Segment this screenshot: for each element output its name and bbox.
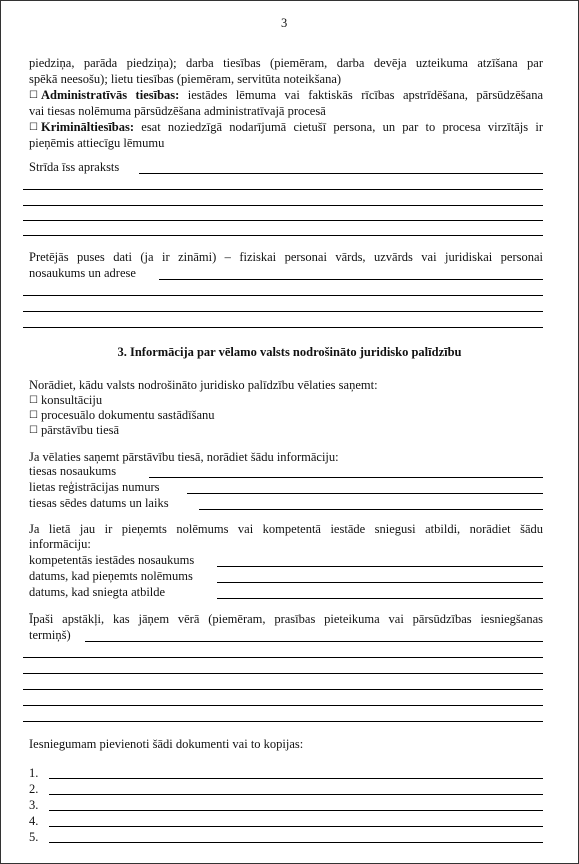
answer-date-label: datums, kad sniegta atbilde xyxy=(29,585,166,599)
consultation-label: konsultāciju xyxy=(40,393,103,407)
representation-label: pārstāvību tiesā xyxy=(40,423,120,437)
documents-checkbox[interactable]: ☐ xyxy=(29,410,38,421)
case-number-field[interactable] xyxy=(187,493,543,494)
admin-checkbox[interactable]: ☐ xyxy=(29,90,38,101)
decision-date-label: datums, kad pieņemts nolēmums xyxy=(29,569,193,583)
admin-title: Administratīvās tiesības: xyxy=(40,88,180,102)
special-line-5[interactable] xyxy=(23,705,543,706)
consultation-checkbox[interactable]: ☐ xyxy=(29,395,38,406)
dispute-line-5[interactable] xyxy=(23,235,543,236)
page-number: 3 xyxy=(281,16,288,30)
attachment-field-2[interactable] xyxy=(49,794,543,795)
hearing-date-label: tiesas sēdes datums un laiks xyxy=(29,496,169,510)
decision-intro-2: informāciju: xyxy=(29,537,91,551)
criminal-checkbox[interactable]: ☐ xyxy=(29,122,38,133)
documents-label: procesuālo dokumentu sastādīšanu xyxy=(40,408,215,422)
attachment-number-1: 1. xyxy=(29,766,39,780)
authority-name-field[interactable] xyxy=(217,566,543,567)
attachments-intro: Iesniegumam pievienoti šādi dokumenti vai to kopijas: xyxy=(29,737,304,751)
attachment-number-4: 4. xyxy=(29,814,39,828)
opponent-line-1[interactable] xyxy=(159,279,543,280)
special-text-2: termiņš) xyxy=(29,628,71,642)
decision-intro-1: Ja lietā jau ir pieņemts nolēmums vai kompetentā iestāde sniegusi atbildi, norādiet šādu xyxy=(29,522,543,536)
section-3-heading: 3. Informācija par vēlamo valsts nodrošināto juridisko palīdzību xyxy=(117,345,462,359)
special-text-1: Īpaši apstākļi, kas jāņem vērā (piemēram, prasības pieteikuma vai pārsūdzības iesniegšanas xyxy=(29,612,543,626)
attachment-number-5: 5. xyxy=(29,830,39,844)
opponent-text-2: nosaukums un adrese xyxy=(29,266,136,280)
authority-name-label: kompetentās iestādes nosaukums xyxy=(29,553,195,567)
decision-date-field[interactable] xyxy=(217,582,543,583)
civil-text-line-2: spēkā neesošu); lietu tiesības (piemēram, servitūta noteikšana) xyxy=(29,72,342,86)
answer-date-field[interactable] xyxy=(217,598,543,599)
dispute-label: Strīda īss apraksts xyxy=(29,160,120,174)
attachment-field-5[interactable] xyxy=(49,842,543,843)
attachment-field-3[interactable] xyxy=(49,810,543,811)
attachment-field-4[interactable] xyxy=(49,826,543,827)
criminal-text-1: esat noziedzīgā nodarījumā cietušī persona, un par to procesa virzītājs ir xyxy=(134,120,543,134)
legal-aid-intro: Norādiet, kādu valsts nodrošināto juridisko palīdzību vēlaties saņemt: xyxy=(29,378,378,392)
opponent-line-2[interactable] xyxy=(23,295,543,296)
court-name-field[interactable] xyxy=(149,477,543,478)
court-name-label: tiesas nosaukums xyxy=(29,464,117,478)
special-line-4[interactable] xyxy=(23,689,543,690)
dispute-line-4[interactable] xyxy=(23,220,543,221)
representation-checkbox[interactable]: ☐ xyxy=(29,425,38,436)
attachment-field-1[interactable] xyxy=(49,778,543,779)
dispute-line-2[interactable] xyxy=(23,189,543,190)
option-representation[interactable] xyxy=(29,422,119,440)
dispute-line-3[interactable] xyxy=(23,205,543,206)
special-line-2[interactable] xyxy=(23,657,543,658)
attachment-number-3: 3. xyxy=(29,798,39,812)
opponent-line-3[interactable] xyxy=(23,311,543,312)
case-number-label: lietas reģistrācijas numurs xyxy=(29,480,160,494)
hearing-date-field[interactable] xyxy=(199,509,543,510)
attachment-number-2: 2. xyxy=(29,782,39,796)
court-intro: Ja vēlaties saņemt pārstāvību tiesā, norādiet šādu informāciju: xyxy=(29,450,339,464)
admin-text-1: iestādes lēmuma vai faktiskās rīcības apstrīdēšana, pārsūdzēšana xyxy=(179,88,543,102)
criminal-text-2: pieņēmis attiecīgu lēmumu xyxy=(29,136,165,150)
special-line-3[interactable] xyxy=(23,673,543,674)
special-line-1[interactable] xyxy=(85,641,543,642)
opponent-line-4[interactable] xyxy=(23,327,543,328)
special-line-6[interactable] xyxy=(23,721,543,722)
civil-text-line-1: piedziņa, parāda piedziņa); darba tiesības (piemēram, darba devēja uzteikuma atzīšana par xyxy=(29,56,543,70)
admin-text-2: vai tiesas nolēmuma pārsūdzēšana administratīvajā procesā xyxy=(29,104,326,118)
dispute-line-1[interactable] xyxy=(139,173,543,174)
opponent-text-1: Pretējās puses dati (ja ir zināmi) – fiziskai personai vārds, uzvārds vai juridiskai personai xyxy=(29,250,543,264)
criminal-title: Krimināltiesības: xyxy=(40,120,135,134)
